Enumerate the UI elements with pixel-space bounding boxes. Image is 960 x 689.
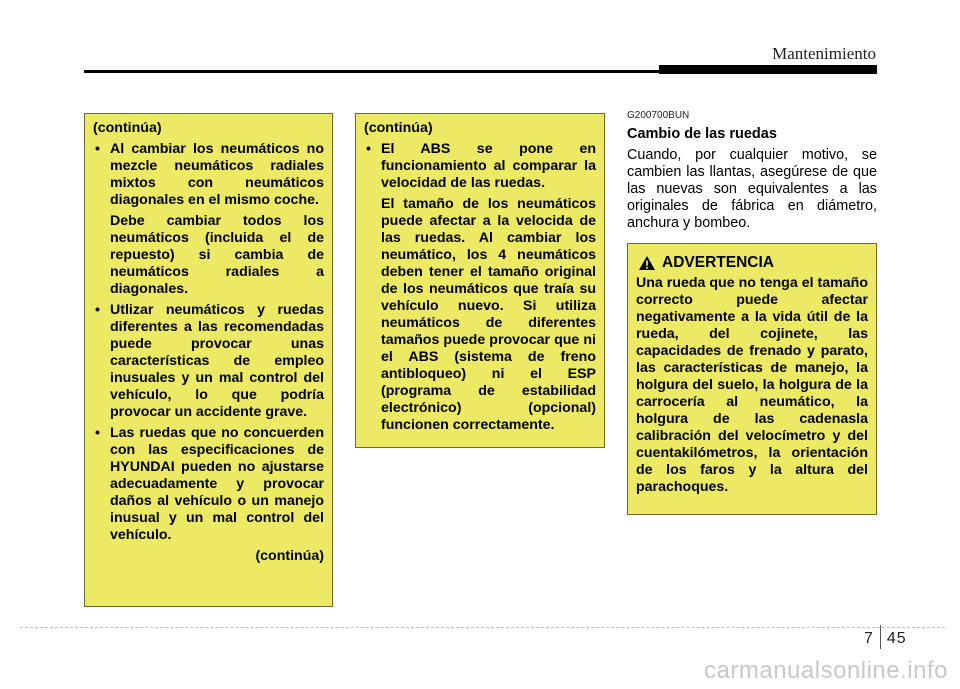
page-number-value: 45 bbox=[886, 630, 907, 648]
page-number-separator bbox=[880, 625, 881, 649]
caution-box-left bbox=[84, 113, 333, 607]
watermark: carmanualsonline.info bbox=[704, 657, 948, 684]
warning-title: ADVERTENCIA bbox=[662, 254, 774, 271]
continued-label: (continúa) bbox=[93, 120, 162, 136]
caution-box-middle bbox=[355, 113, 605, 448]
list-item-text: El ABS se pone en funcionamiento al comparar la velocidad de las ruedas. bbox=[381, 141, 596, 191]
list-item bbox=[93, 425, 324, 544]
continued-label: (continúa) bbox=[364, 120, 433, 136]
continues-label: (continúa) bbox=[255, 548, 324, 564]
bullet-icon: • bbox=[95, 302, 100, 318]
footer-divider bbox=[20, 627, 945, 628]
bullet-icon: • bbox=[366, 141, 371, 157]
list-item bbox=[364, 141, 596, 434]
bullet-list bbox=[364, 141, 596, 434]
warning-triangle-icon bbox=[638, 255, 656, 271]
section-body: Cuando, por cualquier motivo, se cambien las llantas, asegúrese de que las nuevas son equivalentes a las originales de fábrica en diámetro, anchura y bombeo. bbox=[627, 147, 877, 231]
header-rule-accent bbox=[659, 65, 877, 74]
bullet-icon: • bbox=[95, 425, 100, 441]
chapter-number: 7 bbox=[864, 630, 874, 648]
warning-header bbox=[638, 254, 868, 271]
list-item bbox=[93, 302, 324, 421]
page-number bbox=[864, 627, 907, 651]
bullet-icon: • bbox=[95, 141, 100, 157]
section-title: Cambio de las ruedas bbox=[627, 126, 777, 142]
warning-box bbox=[627, 243, 877, 515]
section-code: G200700BUN bbox=[627, 110, 690, 121]
list-item-text: Al cambiar los neumáticos no mezcle neumáticos radiales mixtos con neumáticos diagonales en el mismo coche. bbox=[110, 141, 324, 208]
right-column bbox=[627, 110, 877, 232]
chapter-title: Mantenimiento bbox=[772, 44, 876, 63]
list-item-subparagraph: Debe cambiar todos los neumáticos (incluida el de repuesto) si cambia de neumáticos radiales a diagonales. bbox=[110, 213, 324, 297]
list-item-text: Las ruedas que no concuerden con las especificaciones de HYUNDAI pueden no ajustarse adecuadamente y provocar daños al vehículo o un manejo inusual y un mal control del vehículo. bbox=[110, 425, 324, 543]
list-item bbox=[93, 141, 324, 298]
warning-body: Una rueda que no tenga el tamaño correcto puede afectar negativamente a la vida útil de la rueda, del cojinete, las capacidades de frenado y parato, las características de manejo, la holgura del suelo, la holgura de la carrocería al neumático, la holgura de las cadenasla calibración del velocímetro y del cuentakilómetros, la orientación de los faros y la altura del parachoques. bbox=[636, 275, 868, 495]
list-item-subparagraph: El tamaño de los neumáticos puede afectar a la velocida de las ruedas. Al cambiar los neumático, los 4 neumáticos deben tener el tamaño original de los neumáticos que traía su vehículo nuevo. Si utiliza neumáticos de diferentes tamaños puede provocar que ni el ABS (sistema de freno antibloqueo) ni el ESP (programa de estabilidad electrónico) (opcional) funcionen correctamente. bbox=[381, 196, 596, 433]
list-item-text: Utlizar neumáticos y ruedas diferentes a las recomendadas puede provocar unas características de empleo inusuales y un mal control del vehículo, lo que podría provocar un accidente grave. bbox=[110, 302, 324, 420]
bullet-list bbox=[93, 141, 324, 544]
